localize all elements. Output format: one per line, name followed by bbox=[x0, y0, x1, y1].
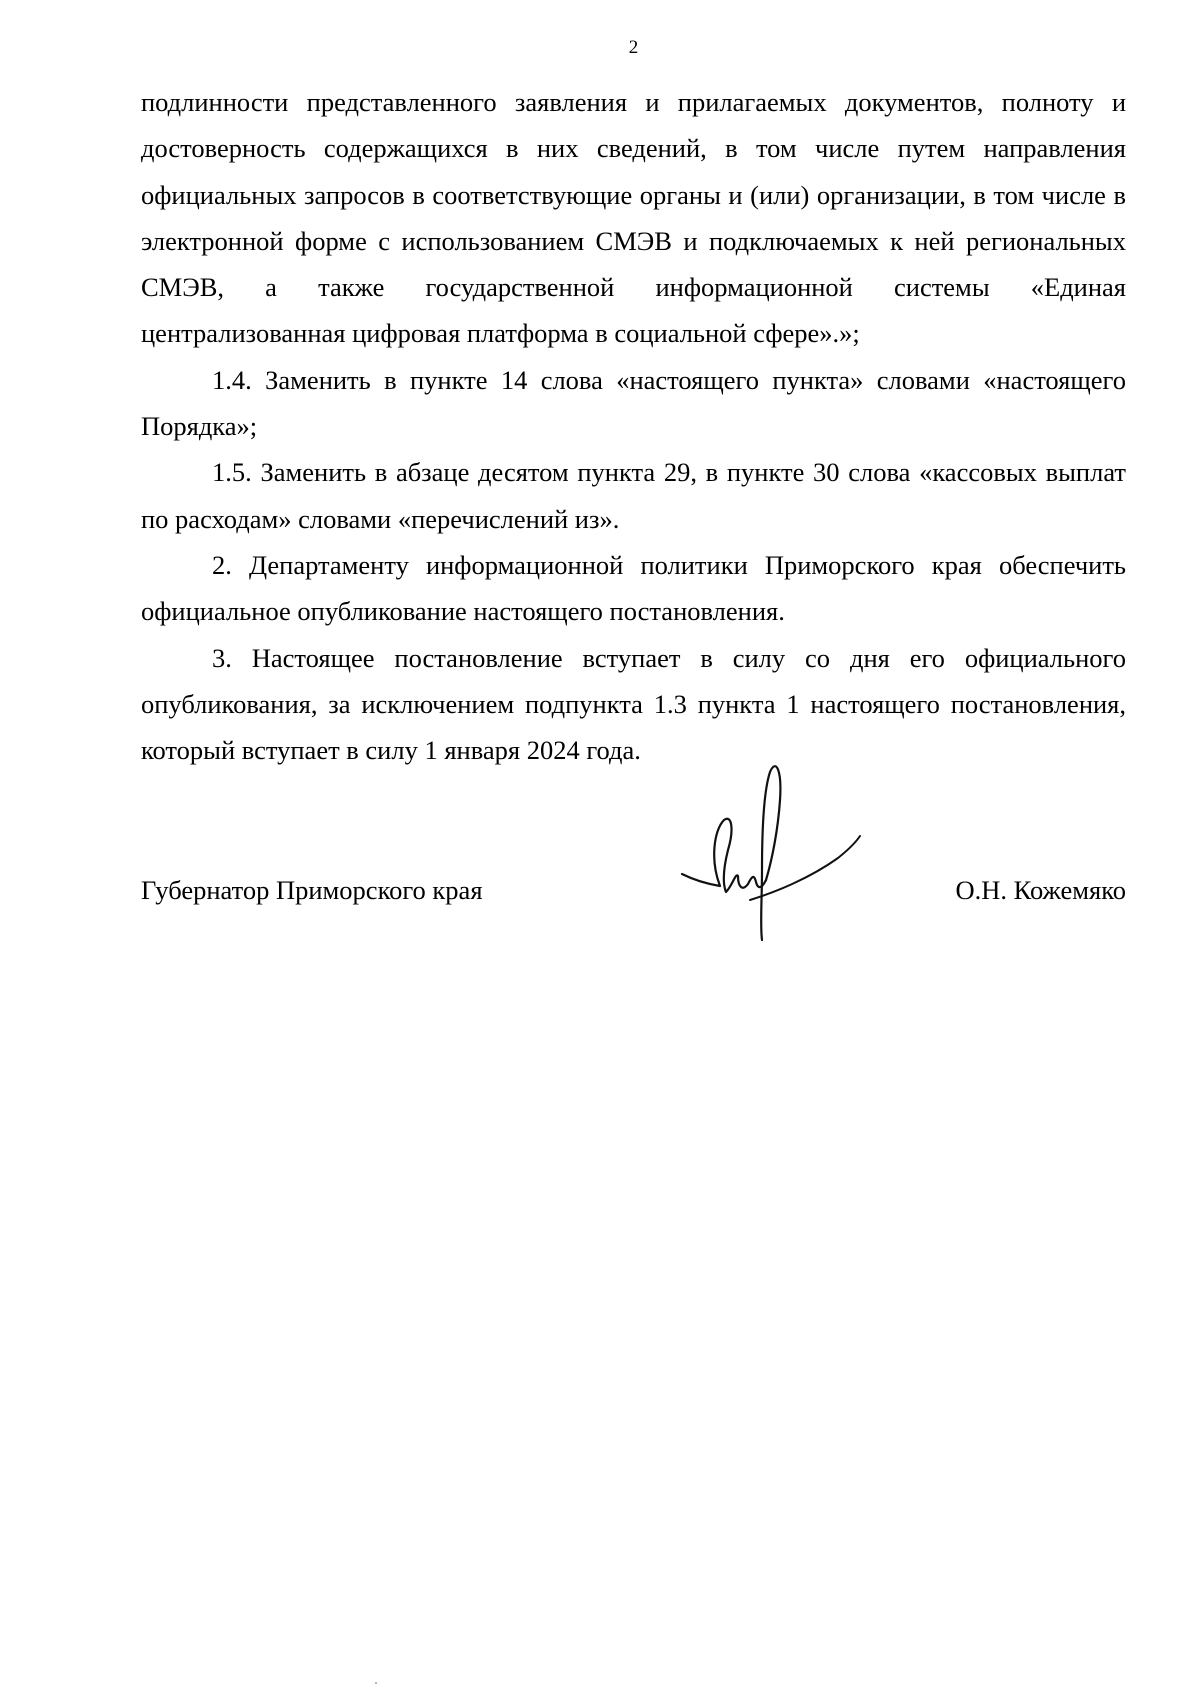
paragraph-item-2: 2. Департаменту информационной политики Приморского края обеспечить официальное опубликование настоящего постановления. bbox=[141, 549, 1126, 627]
paragraph-item-1-4: 1.4. Заменить в пункте 14 слова «настоящего пункта» словами «настоящего Порядка»; bbox=[141, 364, 1126, 442]
signer-title: Губернатор Приморского края bbox=[141, 875, 483, 905]
page-number: 2 bbox=[628, 37, 639, 58]
paragraph-item-1-5: 1.5. Заменить в абзаце десятом пункта 29, в пункте 30 слова «кассовых выплат по расходам» словами «перечислений из». bbox=[141, 457, 1126, 534]
signer-name: О.Н. Кожемяко bbox=[955, 875, 1126, 905]
scan-artifact bbox=[375, 1682, 377, 1684]
handwritten-signature bbox=[680, 760, 880, 960]
paragraph-continuation: подлинности представленного заявления и прилагаемых документов, полноту и достоверность содержащихся в них сведений, в том числе путем направления официальных запросов в соответствующие органы и (или) организации, в том числе в электронной форме с использованием СМЭВ и подключаемых к ней региональных СМЭВ, а также государственной информационной системы «Единая централизованная цифровая платформа в социальной сфере».»; bbox=[141, 87, 1126, 349]
paragraph-item-3: 3. Настоящее постановление вступает в силу со дня его официального опубликования, за исключением подпункта 1.3 пункта 1 настоящего постановления, который вступает в силу 1 января 2024 года. bbox=[141, 642, 1126, 766]
document-body bbox=[141, 79, 1126, 773]
signature-block bbox=[141, 870, 1126, 910]
